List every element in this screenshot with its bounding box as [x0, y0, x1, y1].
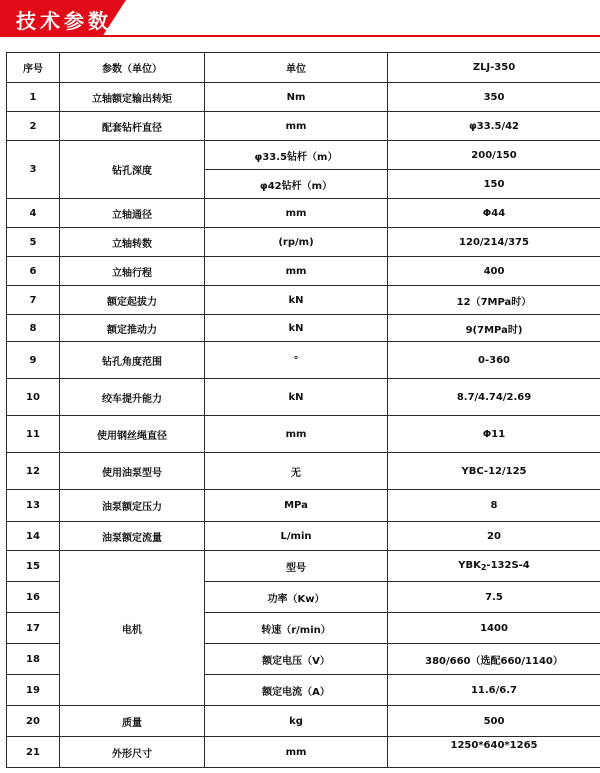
spec-table [6, 52, 600, 768]
table-row [7, 490, 600, 522]
row-no: 20 [7, 706, 60, 737]
row-value: 20 [388, 522, 600, 551]
table-row [7, 83, 600, 112]
table-row [7, 453, 600, 490]
row-unit: φ42钻杆（m） [205, 170, 388, 199]
row-no: 18 [7, 644, 60, 675]
table-row [7, 737, 600, 768]
row-no: 17 [7, 613, 60, 644]
col-header-no: 序号 [7, 53, 60, 83]
row-param: 质量 [60, 706, 205, 737]
row-unit: MPa [205, 490, 388, 522]
row-unit: kg [205, 706, 388, 737]
row-no: 4 [7, 199, 60, 228]
motor-model-prefix: YBK [458, 560, 481, 571]
col-header-model: ZLJ-350 [388, 53, 600, 83]
row-value: 8 [388, 490, 600, 522]
row-param: 立轴行程 [60, 257, 205, 286]
table-row [7, 706, 600, 737]
table-row [7, 112, 600, 141]
row-no: 19 [7, 675, 60, 706]
row-param: 额定推动力 [60, 315, 205, 342]
table-row [7, 228, 600, 257]
row-value: 380/660（选配660/1140） [388, 644, 600, 675]
row-value: 11.6/6.7 [388, 675, 600, 706]
row-param: 立轴额定输出转矩 [60, 83, 205, 112]
row-param: 配套钻杆直径 [60, 112, 205, 141]
section-title: 技术参数 [16, 9, 112, 33]
table-row [7, 416, 600, 453]
row-no: 5 [7, 228, 60, 257]
row-unit: mm [205, 737, 388, 768]
row-param: 使用钢丝绳直径 [60, 416, 205, 453]
row-no: 6 [7, 257, 60, 286]
table-row [7, 551, 600, 582]
row-unit: kN [205, 286, 388, 315]
row-no: 11 [7, 416, 60, 453]
row-param: 额定起拔力 [60, 286, 205, 315]
row-unit: mm [205, 199, 388, 228]
row-value: 1250*640*1265 [388, 737, 600, 768]
row-value: 12（7MPa时） [388, 286, 600, 315]
table-row [7, 286, 600, 315]
row-value-motor-model [388, 551, 600, 582]
row-value: YBC-12/125 [388, 453, 600, 490]
row-param: 绞车提升能力 [60, 379, 205, 416]
row-param: 立轴转数 [60, 228, 205, 257]
section-header [0, 0, 600, 40]
table-row [7, 141, 600, 170]
table-row [7, 257, 600, 286]
row-param: 油泵额定压力 [60, 490, 205, 522]
table-row [7, 199, 600, 228]
motor-model-suffix: -132S-4 [486, 560, 530, 571]
row-unit: 额定电压（V） [205, 644, 388, 675]
row-value: 7.5 [388, 582, 600, 613]
row-no: 21 [7, 737, 60, 768]
row-unit: kN [205, 379, 388, 416]
row-no: 8 [7, 315, 60, 342]
col-header-unit: 单位 [205, 53, 388, 83]
row-no: 7 [7, 286, 60, 315]
row-value: 0-360 [388, 342, 600, 379]
row-unit: 型号 [205, 551, 388, 582]
row-value: Φ11 [388, 416, 600, 453]
table-row [7, 379, 600, 416]
row-value: 9(7MPa时) [388, 315, 600, 342]
row-unit: ° [205, 342, 388, 379]
row-value: 400 [388, 257, 600, 286]
row-value: φ33.5/42 [388, 112, 600, 141]
row-no: 12 [7, 453, 60, 490]
row-value: 8.7/4.74/2.69 [388, 379, 600, 416]
row-unit: Nm [205, 83, 388, 112]
row-no: 16 [7, 582, 60, 613]
row-value: 500 [388, 706, 600, 737]
table-header-row [7, 53, 600, 83]
row-unit: 无 [205, 453, 388, 490]
row-value: 120/214/375 [388, 228, 600, 257]
row-no: 10 [7, 379, 60, 416]
row-no: 13 [7, 490, 60, 522]
row-unit: (rp/m) [205, 228, 388, 257]
table-row [7, 522, 600, 551]
row-param: 油泵额定流量 [60, 522, 205, 551]
row-no: 3 [7, 141, 60, 199]
row-value: 200/150 [388, 141, 600, 170]
row-no: 1 [7, 83, 60, 112]
row-no: 15 [7, 551, 60, 582]
row-unit: L/min [205, 522, 388, 551]
row-unit: 额定电流（A） [205, 675, 388, 706]
row-param: 使用油泵型号 [60, 453, 205, 490]
row-unit: mm [205, 416, 388, 453]
row-no: 2 [7, 112, 60, 141]
row-value: 150 [388, 170, 600, 199]
row-value: 350 [388, 83, 600, 112]
table-row [7, 315, 600, 342]
row-unit: φ33.5钻杆（m） [205, 141, 388, 170]
row-unit: kN [205, 315, 388, 342]
row-param: 立轴通径 [60, 199, 205, 228]
row-no: 9 [7, 342, 60, 379]
row-param: 钻孔角度范围 [60, 342, 205, 379]
row-unit: 转速（r/min） [205, 613, 388, 644]
row-param: 外形尺寸 [60, 737, 205, 768]
row-no: 14 [7, 522, 60, 551]
col-header-param: 参数（单位） [60, 53, 205, 83]
row-unit: mm [205, 112, 388, 141]
row-param-motor: 电机 [60, 551, 205, 706]
motor-model-subscript: 2 [480, 563, 487, 572]
table-row [7, 342, 600, 379]
header-underline [0, 35, 600, 37]
row-unit: mm [205, 257, 388, 286]
row-unit: 功率（Kw） [205, 582, 388, 613]
row-value: 1400 [388, 613, 600, 644]
row-param: 钻孔深度 [60, 141, 205, 199]
row-value: Φ44 [388, 199, 600, 228]
